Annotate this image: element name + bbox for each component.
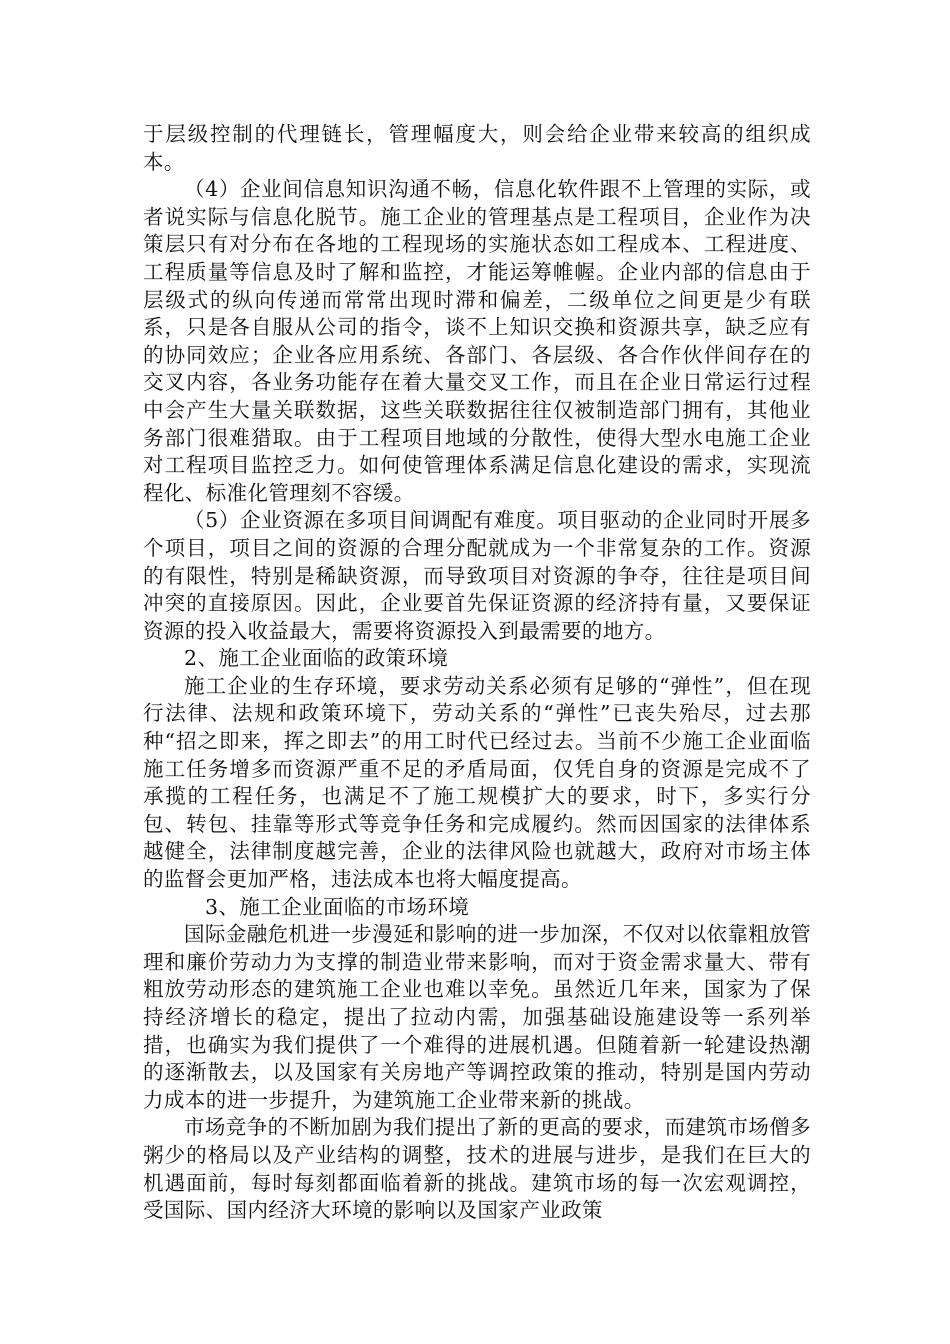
section-heading-policy-environment: 2、施工企业面临的政策环境 bbox=[184, 646, 449, 671]
paragraph-policy-environment: 施工企业的生存环境，要求劳动关系必须有足够的“弹性”，但在现行法律、法规和政策环境下，劳动关系的“弹性”已丧失殆尽，过去那种“招之即来，挥之即去”的用工时代已经过去。当前不少施工企业面临施工任务增多而资源严重不足的矛盾局面，仅凭自身的资源是完成不了承揽的工程任务，也满足不了施工规模扩大的要求，时下，多实行分包、转包、挂靠等形式等竞争任务和完成履约。然而因国家的法律体系越健全，法律制度越完善，企业的法律风险也就越大，政府对市场主体的监督会更加严格，违法成本也将大幅度提高。 bbox=[143, 673, 811, 892]
paragraph-item-5: （5）企业资源在多项目间调配有难度。项目驱动的企业同时开展多个项目，项目之间的资源的合理分配就成为一个非常复杂的工作。资源的有限性，特别是稀缺资源，而导致项目对资源的争夺，往往是项目间冲突的直接原因。因此，企业要首先保证资源的经济持有量，又要保证资源的投入收益最大，需要将资源投入到最需要的地方。 bbox=[143, 508, 811, 643]
paragraph-continuation: 于层级控制的代理链长，管理幅度大，则会给企业带来较高的组织成本。 bbox=[143, 122, 811, 174]
paragraph-market-competition: 市场竞争的不断加剧为我们提出了新的更高的要求，而建筑市场僧多粥少的格局以及产业结构的调整，技术的进展与进步，是我们在巨大的机遇面前，每时每刻都面临着新的挑战。建筑市场的每一次宏观调控，受国际、国内经济大环境的影响以及国家产业政策 bbox=[143, 1115, 811, 1223]
document-body bbox=[143, 121, 811, 1225]
paragraph-item-4: （4）企业间信息知识沟通不畅，信息化软件跟不上管理的实际，或者说实际与信息化脱节。施工企业的管理基点是工程项目，企业作为决策层只有对分布在各地的工程现场的实施状态如工程成本、工程进度、工程质量等信息及时了解和监控，才能运筹帷幄。企业内部的信息由于层级式的纵向传递而常常出现时滞和偏差，二级单位之间更是少有联系，只是各自服从公司的指令，谈不上知识交换和资源共享，缺乏应有的协同效应；企业各应用系统、各部门、各层级、各合作伙伴间存在的交叉内容，各业务功能存在着大量交叉工作，而且在企业日常运行过程中会产生大量关联数据，这些关联数据往往仅被制造部门拥有，其他业务部门很难猎取。由于工程项目地域的分散性，使得大型水电施工企业对工程项目监控乏力。如何使管理体系满足信息化建设的需求，实现流程化、标准化管理刻不容缓。 bbox=[143, 177, 811, 505]
section-heading-market-environment: 3、施工企业面临的市场环境 bbox=[205, 894, 470, 919]
paragraph-market-environment: 国际金融危机进一步漫延和影响的进一步加深，不仅对以依靠粗放管理和廉价劳动力为支撑的制造业带来影响，而对于资金需求量大、带有粗放劳动形态的建筑施工企业也难以幸免。虽然近几年来，国家为了保持经济增长的稳定，提出了拉动内需，加强基础设施建设等一系列举措，也确实为我们提供了一个难得的进展机遇。但随着新一轮建设热潮的逐渐散去，以及国家有关房地产等调控政策的推动，特别是国内劳动力成本的进一步提升，为建筑施工企业带来新的挑战。 bbox=[143, 922, 811, 1112]
